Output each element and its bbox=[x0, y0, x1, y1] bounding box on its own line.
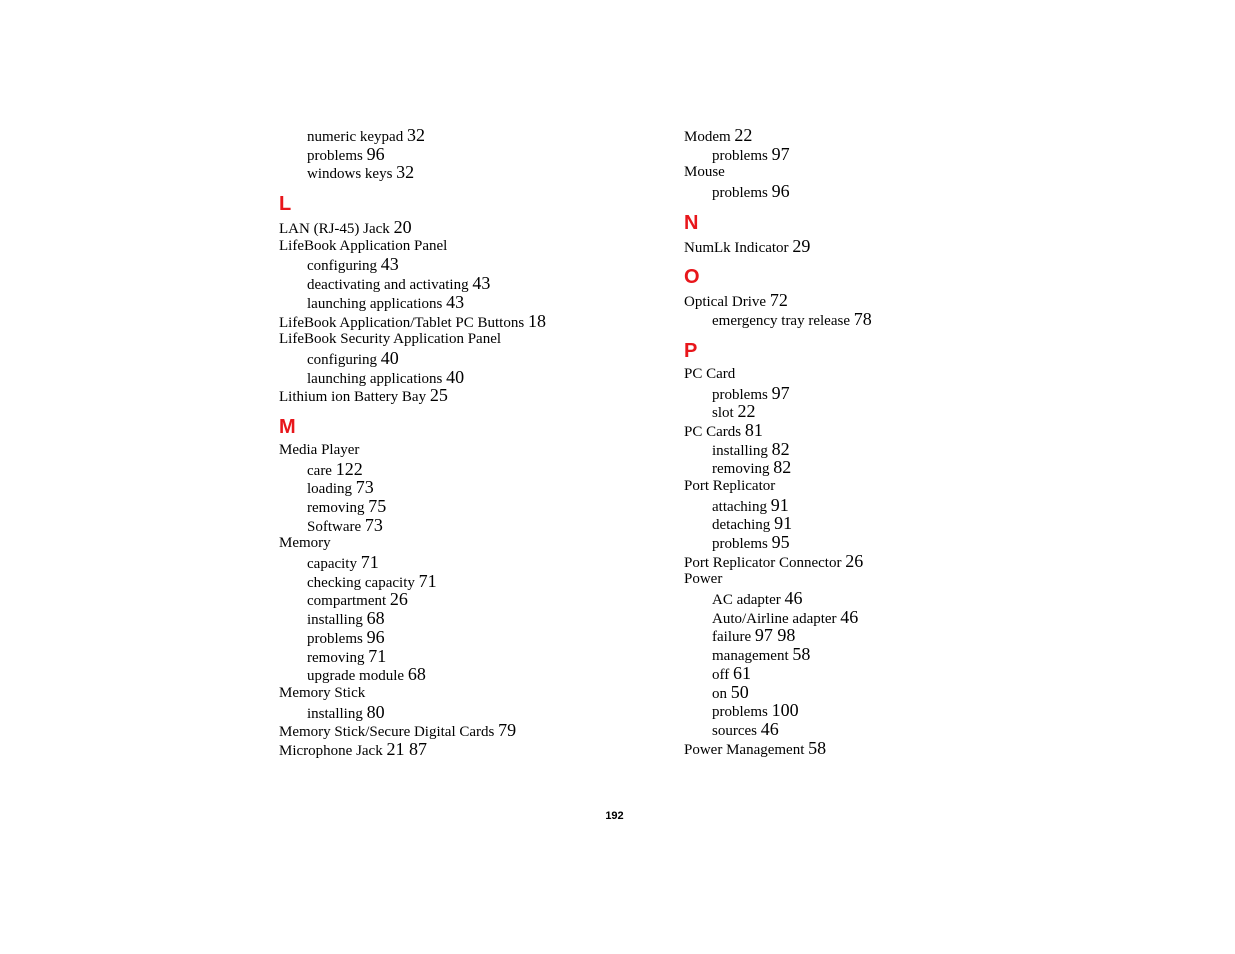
page-reference-link[interactable]: 71 bbox=[368, 645, 387, 666]
page-reference-link[interactable]: 100 bbox=[771, 700, 799, 721]
index-term: detaching bbox=[712, 517, 771, 534]
index-term: deactivating and activating bbox=[307, 277, 469, 294]
page-reference-link[interactable]: 20 bbox=[393, 217, 412, 238]
index-subentry bbox=[279, 368, 546, 387]
index-subentry bbox=[684, 310, 872, 329]
index-subentry bbox=[279, 163, 546, 182]
index-term: Auto/Airline adapter bbox=[712, 610, 837, 627]
index-term: Optical Drive bbox=[684, 294, 767, 311]
index-entry bbox=[684, 365, 872, 384]
page-reference-link[interactable]: 46 bbox=[840, 606, 859, 627]
page-reference-link[interactable]: 25 bbox=[429, 385, 448, 406]
index-term: removing bbox=[307, 649, 365, 666]
index-entry bbox=[279, 330, 546, 349]
index-subentry bbox=[279, 126, 546, 145]
index-term: configuring bbox=[307, 351, 377, 368]
index-subentry bbox=[279, 478, 546, 497]
page-reference-link[interactable]: 96 bbox=[366, 626, 385, 647]
index-term: removing bbox=[712, 461, 770, 478]
page-reference-link[interactable]: 43 bbox=[446, 291, 465, 312]
page-reference-link[interactable]: 82 bbox=[773, 457, 792, 478]
index-term: problems bbox=[712, 185, 768, 202]
index-subentry bbox=[279, 647, 546, 666]
index-letter-heading: L bbox=[279, 193, 292, 216]
index-subentry bbox=[684, 701, 872, 720]
index-term: installing bbox=[307, 612, 363, 629]
index-entry bbox=[279, 740, 546, 759]
index-term: installing bbox=[712, 442, 768, 459]
index-term: compartment bbox=[307, 593, 387, 610]
page-number: 192 bbox=[605, 810, 624, 822]
page-reference-link[interactable]: 97 bbox=[771, 382, 790, 403]
index-entry bbox=[684, 163, 872, 182]
page-reference-link[interactable]: 22 bbox=[737, 401, 756, 422]
page-reference-link[interactable]: 50 bbox=[730, 681, 749, 702]
index-term: problems bbox=[712, 704, 768, 721]
index-term: launching applications bbox=[307, 295, 443, 312]
page-reference-link[interactable]: 21 87 bbox=[386, 738, 427, 759]
index-subentry bbox=[279, 553, 546, 572]
index-term: Mouse bbox=[684, 164, 725, 181]
index-entry bbox=[279, 218, 546, 237]
index-term: configuring bbox=[307, 258, 377, 275]
index-term: failure bbox=[712, 629, 752, 646]
page-reference-link[interactable]: 43 bbox=[380, 254, 399, 275]
index-letter-heading: P bbox=[684, 339, 698, 362]
index-term: emergency tray release bbox=[712, 313, 850, 330]
index-entry bbox=[279, 386, 546, 405]
index-term: problems bbox=[712, 536, 768, 552]
index-subentry bbox=[684, 664, 872, 683]
index-column-left bbox=[279, 126, 546, 759]
index-subentry bbox=[684, 608, 872, 627]
page-reference-link[interactable]: 58 bbox=[792, 644, 811, 665]
index-term: Power bbox=[684, 571, 723, 588]
index-term: LifeBook Security Application Panel bbox=[279, 331, 502, 348]
page-reference-link[interactable]: 43 bbox=[472, 273, 491, 294]
page-reference-link[interactable]: 96 bbox=[366, 143, 385, 164]
index-subentry bbox=[279, 145, 546, 164]
index-term: Power Management bbox=[684, 741, 805, 758]
index-term: upgrade module bbox=[307, 668, 405, 685]
index-term: numeric keypad bbox=[307, 129, 404, 145]
index-term: AC adapter bbox=[712, 592, 781, 609]
index-subentry bbox=[684, 626, 872, 645]
page-reference-link[interactable]: 80 bbox=[366, 701, 385, 722]
page-reference-link[interactable]: 68 bbox=[366, 608, 385, 629]
index-subentry bbox=[684, 496, 872, 515]
page-reference-link[interactable]: 96 bbox=[771, 181, 790, 202]
page-reference-link[interactable]: 32 bbox=[396, 162, 415, 183]
page-reference-link[interactable]: 40 bbox=[446, 366, 465, 387]
index-term: checking capacity bbox=[307, 574, 415, 591]
index-term: LifeBook Application/Tablet PC Buttons bbox=[279, 314, 525, 331]
index-subentry bbox=[279, 460, 546, 479]
page-reference-link[interactable]: 95 bbox=[771, 532, 790, 552]
index-term: Lithium ion Battery Bay bbox=[279, 389, 427, 406]
index-term: Microphone Jack bbox=[279, 742, 383, 759]
index-term: NumLk Indicator bbox=[684, 239, 789, 256]
index-entry bbox=[279, 534, 546, 553]
index-subentry bbox=[279, 497, 546, 516]
index-subentry bbox=[279, 609, 546, 628]
page-reference-link[interactable]: 97 98 bbox=[754, 625, 796, 646]
index-subentry bbox=[279, 628, 546, 647]
index-entry bbox=[684, 570, 872, 589]
index-term: problems bbox=[712, 386, 768, 403]
page-reference-link[interactable]: 97 bbox=[771, 143, 790, 164]
index-term: loading bbox=[307, 481, 352, 498]
page-reference-link[interactable]: 73 bbox=[364, 514, 383, 535]
index-entry bbox=[684, 552, 872, 571]
index-term: off bbox=[712, 666, 730, 683]
index-letter-heading: N bbox=[684, 211, 699, 234]
index-term: Media Player bbox=[279, 441, 360, 458]
page-reference-link[interactable]: 122 bbox=[335, 458, 363, 479]
index-subentry bbox=[684, 720, 872, 739]
index-term: LAN (RJ-45) Jack bbox=[279, 221, 390, 238]
index-entry bbox=[279, 312, 546, 331]
index-subentry bbox=[279, 572, 546, 591]
index-term: problems bbox=[307, 630, 363, 647]
index-subentry bbox=[279, 274, 546, 293]
index-entry bbox=[684, 739, 872, 758]
index-entry bbox=[279, 441, 546, 460]
index-subentry bbox=[279, 703, 546, 722]
page-reference-link[interactable]: 46 bbox=[760, 718, 779, 739]
index-subentry bbox=[279, 516, 546, 535]
page-reference-link[interactable]: 91 bbox=[774, 513, 793, 534]
index-subentry bbox=[279, 590, 546, 609]
index-subentry bbox=[279, 349, 546, 368]
index-entry bbox=[279, 237, 546, 256]
index-subentry bbox=[279, 665, 546, 684]
index-term: Memory Stick bbox=[279, 684, 366, 701]
page-reference-link[interactable]: 22 bbox=[734, 125, 753, 145]
page-reference-link[interactable]: 72 bbox=[769, 290, 788, 311]
page-reference-link[interactable]: 79 bbox=[498, 720, 517, 741]
index-entry bbox=[279, 684, 546, 703]
index-subentry bbox=[684, 384, 872, 403]
index-term: capacity bbox=[307, 556, 357, 573]
index-subentry bbox=[684, 589, 872, 608]
page-reference-link[interactable]: 26 bbox=[845, 550, 864, 571]
index-term: sources bbox=[712, 722, 757, 739]
page-reference-link[interactable]: 91 bbox=[770, 494, 789, 515]
page-reference-link[interactable]: 29 bbox=[792, 235, 811, 256]
index-term: management bbox=[712, 648, 789, 665]
index-subentry bbox=[684, 645, 872, 664]
index-entry bbox=[684, 421, 872, 440]
index-term: windows keys bbox=[307, 166, 393, 183]
index-subentry bbox=[684, 145, 872, 164]
index-term: Software bbox=[307, 518, 362, 535]
page-reference-link[interactable]: 68 bbox=[407, 664, 426, 685]
index-subentry bbox=[279, 293, 546, 312]
index-term: slot bbox=[712, 405, 734, 422]
index-term: problems bbox=[307, 147, 363, 164]
index-term: PC Card bbox=[684, 365, 736, 382]
index-entry bbox=[684, 291, 872, 310]
page-reference-link[interactable]: 58 bbox=[808, 737, 827, 758]
page-reference-link[interactable]: 61 bbox=[732, 662, 751, 683]
index-term: launching applications bbox=[307, 370, 443, 387]
page-reference-link[interactable]: 40 bbox=[380, 347, 399, 368]
index-subentry bbox=[684, 533, 872, 552]
index-entry bbox=[684, 477, 872, 496]
index-term: installing bbox=[307, 705, 363, 722]
index-term: problems bbox=[712, 147, 768, 164]
index-letter-heading: M bbox=[279, 415, 296, 438]
index-term: Memory Stick/Secure Digital Cards bbox=[279, 724, 495, 741]
index-entry bbox=[684, 237, 872, 256]
page-reference-link[interactable]: 71 bbox=[418, 570, 437, 591]
index-subentry bbox=[279, 255, 546, 274]
index-subentry bbox=[684, 182, 872, 201]
index-term: removing bbox=[307, 500, 365, 516]
index-subentry bbox=[684, 402, 872, 421]
index-term: PC Cards bbox=[684, 423, 742, 440]
page-reference-link[interactable]: 81 bbox=[744, 419, 763, 440]
index-subentry bbox=[684, 683, 872, 702]
index-term: Memory bbox=[279, 535, 331, 552]
page-reference-link[interactable]: 18 bbox=[527, 310, 546, 331]
index-subentry bbox=[684, 514, 872, 533]
index-letter-heading: O bbox=[684, 266, 700, 289]
index-subentry bbox=[684, 440, 872, 459]
page-reference-link[interactable]: 73 bbox=[355, 477, 374, 498]
page-reference-link[interactable]: 82 bbox=[771, 438, 790, 459]
index-term: Port Replicator bbox=[684, 477, 776, 494]
index-term: Modem bbox=[684, 129, 731, 145]
index-term: on bbox=[712, 685, 727, 702]
page-reference-link[interactable]: 71 bbox=[360, 552, 379, 573]
index-term: care bbox=[307, 462, 332, 479]
index-term: attaching bbox=[712, 498, 767, 515]
page-reference-link[interactable]: 78 bbox=[853, 309, 872, 330]
page-reference-link[interactable]: 32 bbox=[406, 125, 425, 145]
index-entry bbox=[279, 721, 546, 740]
index-term: Port Replicator Connector bbox=[684, 554, 842, 571]
index-column-right bbox=[684, 126, 872, 757]
index-entry bbox=[684, 126, 872, 145]
page-reference-link[interactable]: 26 bbox=[389, 589, 408, 610]
index-subentry bbox=[684, 458, 872, 477]
index-term: LifeBook Application Panel bbox=[279, 237, 448, 254]
page-reference-link[interactable]: 75 bbox=[368, 496, 387, 516]
page-reference-link[interactable]: 46 bbox=[784, 588, 803, 609]
